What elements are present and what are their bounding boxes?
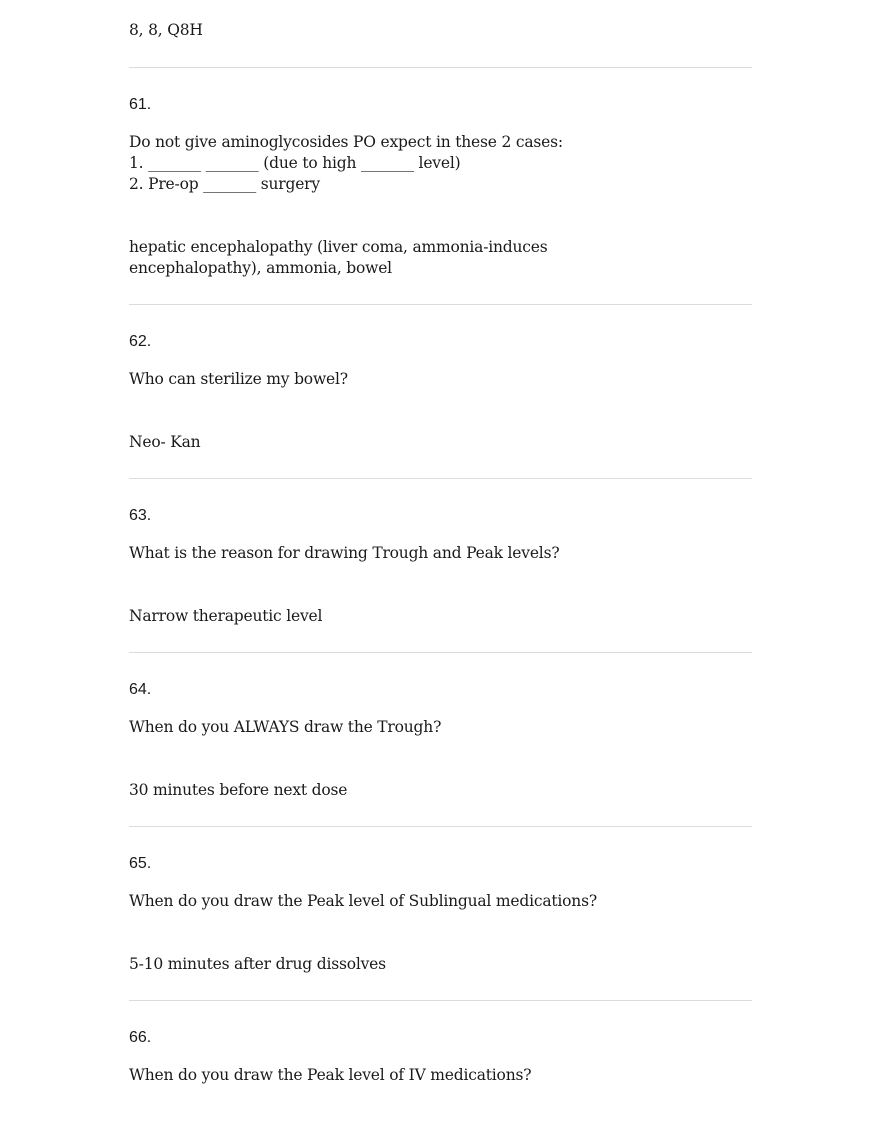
card-number: 61. [129,96,152,113]
flashcard [129,826,752,1000]
flashcard-page [129,20,752,1111]
flashcard [129,67,752,304]
card-question: Do not give aminoglycosides PO expect in these 2 cases: 1. _______ _______ (due to high _______ level) 2. Pre-op _______ surgery [129,133,563,193]
card-question: When do you draw the Peak level of IV medications? [129,1066,532,1084]
card-answer: 30 minutes before next dose [129,781,348,799]
card-question: When do you ALWAYS draw the Trough? [129,718,442,736]
card-number: 65. [129,855,152,872]
flashcard [129,1000,752,1111]
card-answer: 5-10 minutes after drug dissolves [129,955,386,973]
card-question: What is the reason for drawing Trough and Peak levels? [129,544,560,562]
flashcard [129,304,752,478]
card-question: When do you draw the Peak level of Sublingual medications? [129,892,597,910]
card-number: 66. [129,1029,152,1046]
flashcard [129,478,752,652]
card-question: Who can sterilize my bowel? [129,370,348,388]
card-number: 62. [129,333,152,350]
card-answer: hepatic encephalopathy (liver coma, ammonia-induces encephalopathy), ammonia, bowel [129,238,548,277]
card-answer: Neo- Kan [129,433,201,451]
previous-card-answer: 8, 8, Q8H [129,21,203,39]
card-number: 64. [129,681,152,698]
flashcard [129,652,752,826]
card-answer: Narrow therapeutic level [129,607,323,625]
card-number: 63. [129,507,152,524]
